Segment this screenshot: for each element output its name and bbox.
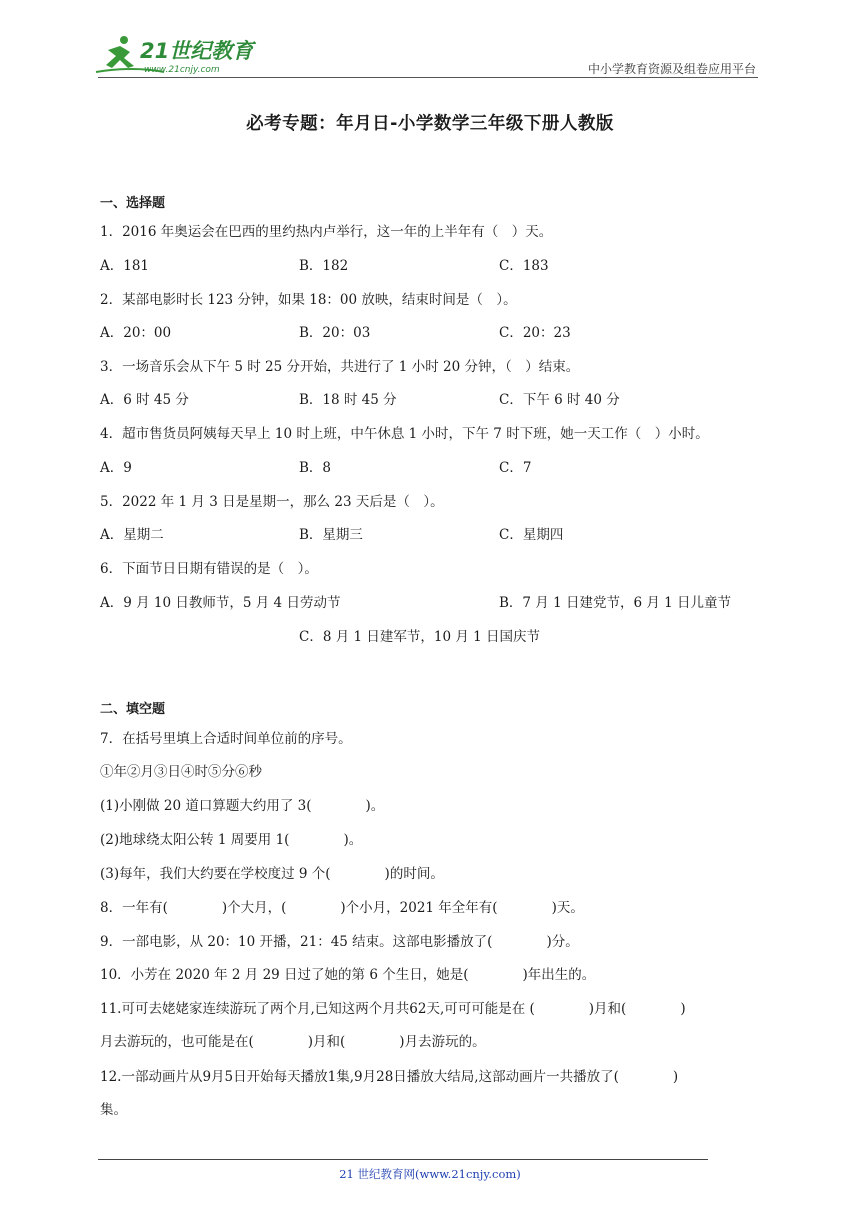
question-11-line-2: 月去游玩的，也可能是在( )月和( )月去游玩的。: [100, 1034, 486, 1050]
q7-part-1: (1)小刚做 20 道口算题大约用了 3( )。: [100, 798, 385, 814]
question-8: 8．一年有( )个大月，( )个小月，2021 年全年有( )天。: [100, 900, 584, 916]
q5-option-b: B．星期三: [299, 527, 363, 543]
question-12-line-1: 12.一部动画片从9月5日开始每天播放1集,9月28日播放大结局,这部动画片一共播放了( ): [100, 1069, 679, 1085]
q7-part-2: (2)地球绕太阳公转 1 周要用 1( )。: [100, 832, 363, 848]
footer-link[interactable]: 21 世纪教育网(www.21cnjy.com): [339, 1167, 521, 1181]
question-7: 7．在括号里填上合适时间单位前的序号。: [100, 731, 352, 747]
platform-name: 中小学教育资源及组卷应用平台: [587, 62, 756, 76]
header-divider: [98, 77, 758, 78]
q4-option-b: B．8: [299, 460, 332, 476]
question-9: 9．一部电影，从 20：10 开播，21：45 结束。这部电影播放了( )分。: [100, 934, 579, 950]
question-1: 1．2016 年奥运会在巴西的里约热内卢举行，这一年的上半年有（ ）天。: [100, 224, 553, 240]
q1-option-c: C．183: [499, 258, 549, 274]
question-11-line-1: 11.可可去姥姥家连续游玩了两个月,已知这两个月共62天,可可可能是在 ( )月和( ): [100, 1001, 686, 1017]
q3-option-a: A．6 时 45 分: [100, 392, 189, 408]
q4-option-c: C．7: [499, 460, 532, 476]
footer-divider: [98, 1159, 708, 1160]
question-12-line-2: 集。: [100, 1102, 127, 1118]
q2-option-c: C．20：23: [499, 325, 571, 341]
q4-option-a: A．9: [100, 460, 132, 476]
logo-url: www.21cnjy.com: [144, 65, 220, 75]
question-6: 6．下面节日日期有错误的是（ ）。: [100, 561, 318, 577]
logo-text: 21世纪教育: [140, 39, 254, 63]
q2-option-a: A．20：00: [100, 325, 172, 341]
page-header: [0, 0, 860, 80]
q1-option-a: A．181: [100, 258, 150, 274]
section-fill-heading: 二、填空题: [100, 702, 166, 717]
question-5: 5．2022 年 1 月 3 日是星期一，那么 23 天后是（ ）。: [100, 494, 444, 510]
q5-option-a: A．星期二: [100, 527, 164, 543]
q3-option-b: B．18 时 45 分: [299, 392, 397, 408]
q1-option-b: B．182: [299, 258, 349, 274]
q3-option-c: C．下午 6 时 40 分: [499, 392, 620, 408]
q2-option-b: B．20：03: [299, 325, 371, 341]
q6-option-c: C．8 月 1 日建军节，10 月 1 日国庆节: [299, 629, 541, 645]
logo-21cnjy: [94, 32, 264, 76]
q5-option-c: C．星期四: [499, 527, 564, 543]
question-4: 4．超市售货员阿姨每天早上 10 时上班，中午休息 1 小时，下午 7 时下班，她一天工作（ ）小时。: [100, 426, 709, 442]
q6-option-b: B．7 月 1 日建党节，6 月 1 日儿童节: [499, 595, 732, 611]
question-2: 2．某部电影时长 123 分钟，如果 18：00 放映，结束时间是（ ）。: [100, 292, 517, 308]
question-10: 10．小芳在 2020 年 2 月 29 日过了她的第 6 个生日，她是( )年出生的。: [100, 967, 596, 983]
section-choice-heading: 一、选择题: [100, 196, 166, 211]
question-3: 3．一场音乐会从下午 5 时 25 分开始，共进行了 1 小时 20 分钟，（ ）结束。: [100, 359, 580, 375]
page-title: 必考专题：年月日-小学数学三年级下册人教版: [246, 114, 614, 134]
q7-units: ①年②月③日④时⑤分⑥秒: [100, 764, 262, 780]
q7-part-3: (3)每年，我们大约要在学校度过 9 个( )的时间。: [100, 866, 444, 882]
q6-option-a: A．9 月 10 日教师节，5 月 4 日劳动节: [100, 595, 341, 611]
